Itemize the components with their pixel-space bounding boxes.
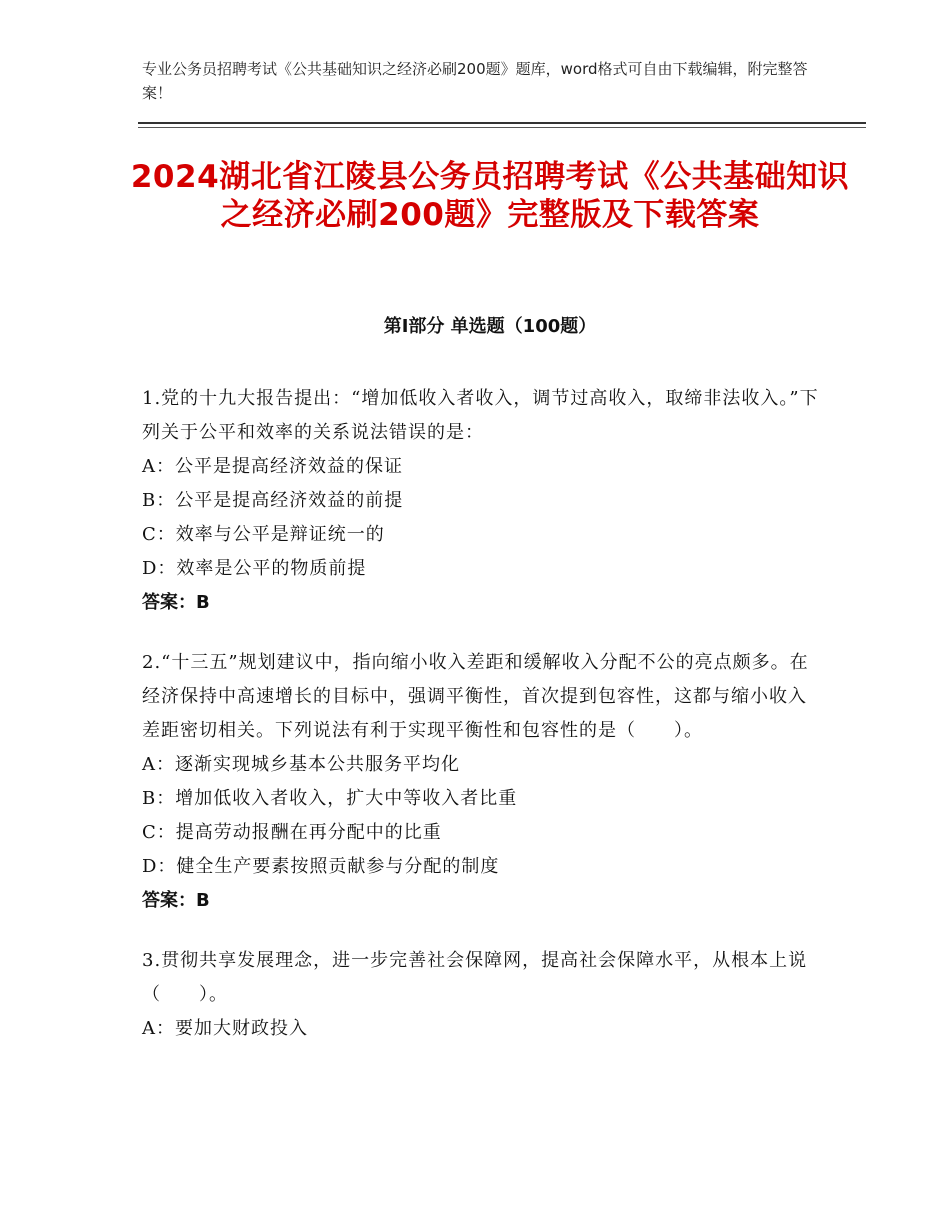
option-a: A：逐渐实现城乡基本公共服务平均化 — [142, 754, 460, 775]
question-2 — [142, 646, 822, 918]
option-b: B：公平是提高经济效益的前提 — [142, 490, 404, 511]
option-d: D：健全生产要素按照贡献参与分配的制度 — [142, 856, 500, 877]
option-a: A：公平是提高经济效益的保证 — [142, 456, 403, 477]
header-rule-thick — [138, 122, 866, 124]
document-title: 2024湖北省江陵县公务员招聘考试《公共基础知识之经济必刷200题》完整版及下载答案 — [130, 159, 850, 233]
option-c: C：提高劳动报酬在再分配中的比重 — [142, 822, 442, 843]
question-1 — [142, 382, 822, 620]
answer-line: 答案：B — [142, 592, 210, 613]
header-note: 专业公务员招聘考试《公共基础知识之经济必刷200题》题库，word格式可自由下载编辑，附完整答案！ — [142, 60, 808, 102]
question-3 — [142, 944, 822, 1046]
question-stem: 2.“十三五”规划建议中，指向缩小收入差距和缓解收入分配不公的亮点颇多。在经济保持中高速增长的目标中，强调平衡性，首次提到包容性，这都与缩小收入差距密切相关。下列说法有利于实现平衡性和包容性的是（ ）。 — [142, 652, 809, 741]
option-a: A：要加大财政投入 — [142, 1018, 308, 1039]
option-d: D：效率是公平的物质前提 — [142, 558, 367, 579]
header-rule-thin — [138, 127, 866, 128]
option-b: B：增加低收入者收入，扩大中等收入者比重 — [142, 788, 518, 809]
question-list — [142, 382, 822, 1072]
answer-line: 答案：B — [142, 890, 210, 911]
question-stem: 1.党的十九大报告提出：“增加低收入者收入，调节过高收入，取缔非法收入。”下列关于公平和效率的关系说法错误的是： — [142, 388, 819, 443]
question-stem: 3.贯彻共享发展理念，进一步完善社会保障网，提高社会保障水平，从根本上说（ ）。 — [142, 950, 808, 1005]
section-title: 第I部分 单选题（100题） — [383, 316, 597, 337]
option-c: C：效率与公平是辩证统一的 — [142, 524, 385, 545]
